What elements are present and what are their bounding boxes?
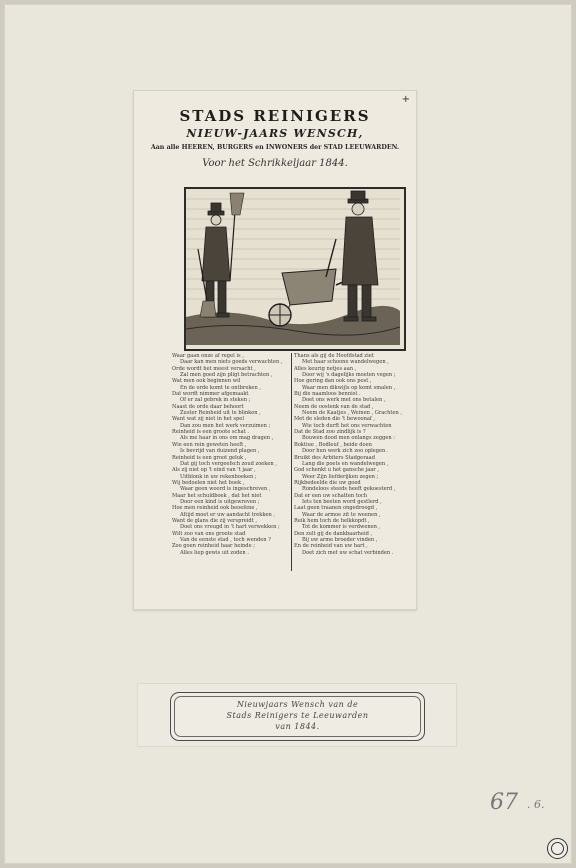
poem-line-right: Door hun werk zich zoo oplegen . bbox=[302, 448, 389, 455]
poem-line-right: Laat geen traanen ongedroogd , bbox=[294, 505, 378, 512]
poem-line-left: Doet ons vreugd in 't hart verwekken ; bbox=[180, 524, 280, 531]
poem-line-right: Waar men dikwijls op komt smalen , bbox=[302, 384, 396, 391]
poem-line-left: Door een kind is uitgewreven ; bbox=[180, 498, 260, 505]
poem-line-right: Doet zich met uw schat verbinden . bbox=[302, 549, 394, 556]
poem-column-left bbox=[172, 353, 290, 556]
poem-line-right: Met haar schoone wandelwegen , bbox=[302, 359, 389, 366]
broadside-title: STADS REINIGERS bbox=[179, 107, 371, 125]
poem-line-right: Lang die poets en wandelwegen , bbox=[302, 460, 389, 467]
poem-line-right: Alles keurig netjes aan , bbox=[294, 365, 357, 372]
poem-line-right: Dat de Stad zoo zindlijk is ? bbox=[294, 429, 366, 436]
poem-line-left: Wij bedoelen niet het boek , bbox=[172, 479, 245, 486]
poem-line-left: Orde wordt het meest versacht , bbox=[172, 365, 256, 372]
poem-line-right: Bouwen dood men onlangs zeggen : bbox=[302, 435, 396, 442]
broadside-address: Aan alle HEEREN, BURGERS en INWONERS der STAD LEEUWARDEN. bbox=[150, 144, 400, 151]
inventory-label bbox=[170, 692, 425, 741]
poem-line-left: Alles liep gewis uit zoden . bbox=[180, 549, 249, 556]
poem-line-right: Bruikt des Arbiters Stadgeraad bbox=[294, 454, 375, 461]
poem-line-left: Reinheid is een groote schat . bbox=[172, 429, 249, 436]
poem-line-right: Den zult gij de dankbaarheid , bbox=[294, 530, 373, 537]
stamp-inner-ring bbox=[551, 842, 564, 855]
broadside-sheet bbox=[133, 90, 417, 610]
poem-line-right: God schenkt u het gansche jaar , bbox=[294, 467, 379, 474]
poem-column-right bbox=[294, 353, 412, 556]
poem-line-right: Neem de oostenk van de stad , bbox=[294, 403, 374, 410]
label-line-3: van 1844. bbox=[275, 722, 320, 731]
label-line-2: Stads Reinigers te Leeuwarden bbox=[226, 711, 369, 720]
poem-line-left: Want wat zij niet in het spel bbox=[172, 416, 244, 423]
column-divider bbox=[291, 353, 292, 571]
inventory-number: 67 bbox=[490, 790, 518, 815]
poem-line-left: Wilt zoo van ons groote stad bbox=[172, 530, 246, 537]
poem-line-right: Wie toch durft het ons verwachten bbox=[302, 422, 392, 429]
poem-line-right: Doet ons werk met ons betalen , bbox=[302, 397, 386, 404]
poem-line-left: Daar kan men niets goeds verwachten , bbox=[180, 359, 283, 366]
broadside-subtitle: NIEUW-JAARS WENSCH, bbox=[186, 127, 364, 140]
poem-line-left: Want de glans die zij verspreidt , bbox=[172, 517, 257, 524]
museum-stamp-icon bbox=[547, 838, 568, 859]
corner-mark: + bbox=[401, 94, 410, 105]
poem-line-left: Wat men ook beginnen wil bbox=[172, 378, 241, 385]
poem-line-right: Rondeloos steeds heeft gekoesterd , bbox=[302, 486, 396, 493]
poem-line-right: Thans als gij de Hoofdstad ziet bbox=[294, 353, 374, 359]
poem-line-left: Hoe men reinheid ook beoefene , bbox=[172, 505, 258, 512]
poem-line-right: Waar de armoe zit te weenen , bbox=[302, 511, 381, 518]
poem-line-right: Rijkbedeelde die uw goed bbox=[294, 479, 361, 486]
poem-line-right: Reik hem toch de helkkopdt , bbox=[294, 517, 370, 524]
inventory-suffix: . 6. bbox=[527, 798, 545, 811]
poem-line-left: Is bevrijd van duizend plagen , bbox=[180, 448, 260, 455]
poem-line-left: Van de eenste stad , toch wenden ? bbox=[180, 536, 271, 543]
poem-line-left: Dat gij toch vergeefsch zoud zoeken , bbox=[180, 460, 277, 467]
poem-line-left: Reinheid is een groot geluk , bbox=[172, 454, 247, 461]
poem-line-right: Boktiue , Bodleuf , beide doen bbox=[294, 441, 372, 448]
poem-line-left: En de orde komt te ontbreken , bbox=[180, 384, 261, 391]
poem-line-left: Zuster Reinheid uit te blinken , bbox=[180, 410, 261, 417]
poem-line-left: Altijd moet er uw aandacht trekken , bbox=[180, 511, 276, 518]
poem-line-right: Tot de kommer is verdwenen , bbox=[302, 524, 381, 531]
poem-line-left: Wie een rein geweten heeft , bbox=[172, 441, 247, 448]
poem-line-right: Weer Zijn liefderijken zegen ; bbox=[302, 473, 379, 480]
poem-line-right: Dat er een uw schatten toch bbox=[294, 492, 368, 499]
poem-line-left: Als me haar in ons om mag dragen , bbox=[180, 435, 274, 442]
poem-line-left: Naast de orde daar behoort bbox=[172, 403, 244, 410]
poem-line-left: Waar gaan onze af regel is , bbox=[172, 353, 244, 359]
poem-line-left: Of er zal gebrek in steken ; bbox=[180, 397, 251, 404]
broadside-year-line: Voor het Schrikkeljaar 1844. bbox=[202, 158, 348, 169]
poem-line-left: Als zij niet op 't eind van 't jaar , bbox=[172, 467, 256, 474]
poem-line-right: En de reinheid van uw hart , bbox=[294, 543, 368, 550]
poem-line-right: Door wij 's dagelijks moeten vegen ; bbox=[302, 372, 396, 379]
poem-line-right: Bij die naamloos bennist . bbox=[294, 391, 361, 398]
poem-line-right: Bij uw arme broeder vinden , bbox=[302, 536, 378, 543]
poem-line-left: Zoo goen reinheid haar heinde ; bbox=[172, 543, 255, 550]
poem-line-left: Dat wordt nimmer afgemaakt bbox=[172, 391, 249, 398]
poem-line-left: Dan zou men het werk verzuimen ; bbox=[180, 422, 271, 429]
poem-line-right: Neem de Kaatjes , Weinen , Grachten , bbox=[302, 410, 402, 417]
poem-line-left: Maar het schuldboek , dat het niet bbox=[172, 492, 262, 499]
poem-line-right: Iets ten beeten word gestlerd , bbox=[302, 498, 382, 505]
poem-line-left: Uitblonk in uw rekenboeken ; bbox=[180, 473, 257, 480]
poem-line-right: Hoe gering dan ook ons post , bbox=[294, 378, 372, 385]
poem-line-left: Zal men goed zijn pligt betrachten , bbox=[180, 372, 273, 379]
label-line-1: Nieuwjaars Wensch van de bbox=[236, 700, 359, 709]
poem-line-left: Waar geen woord is ingeschreven , bbox=[180, 486, 271, 493]
woodcut-illustration-icon bbox=[184, 187, 406, 351]
poem-line-right: Met de sleden die 't bewoonaf , bbox=[294, 416, 376, 423]
